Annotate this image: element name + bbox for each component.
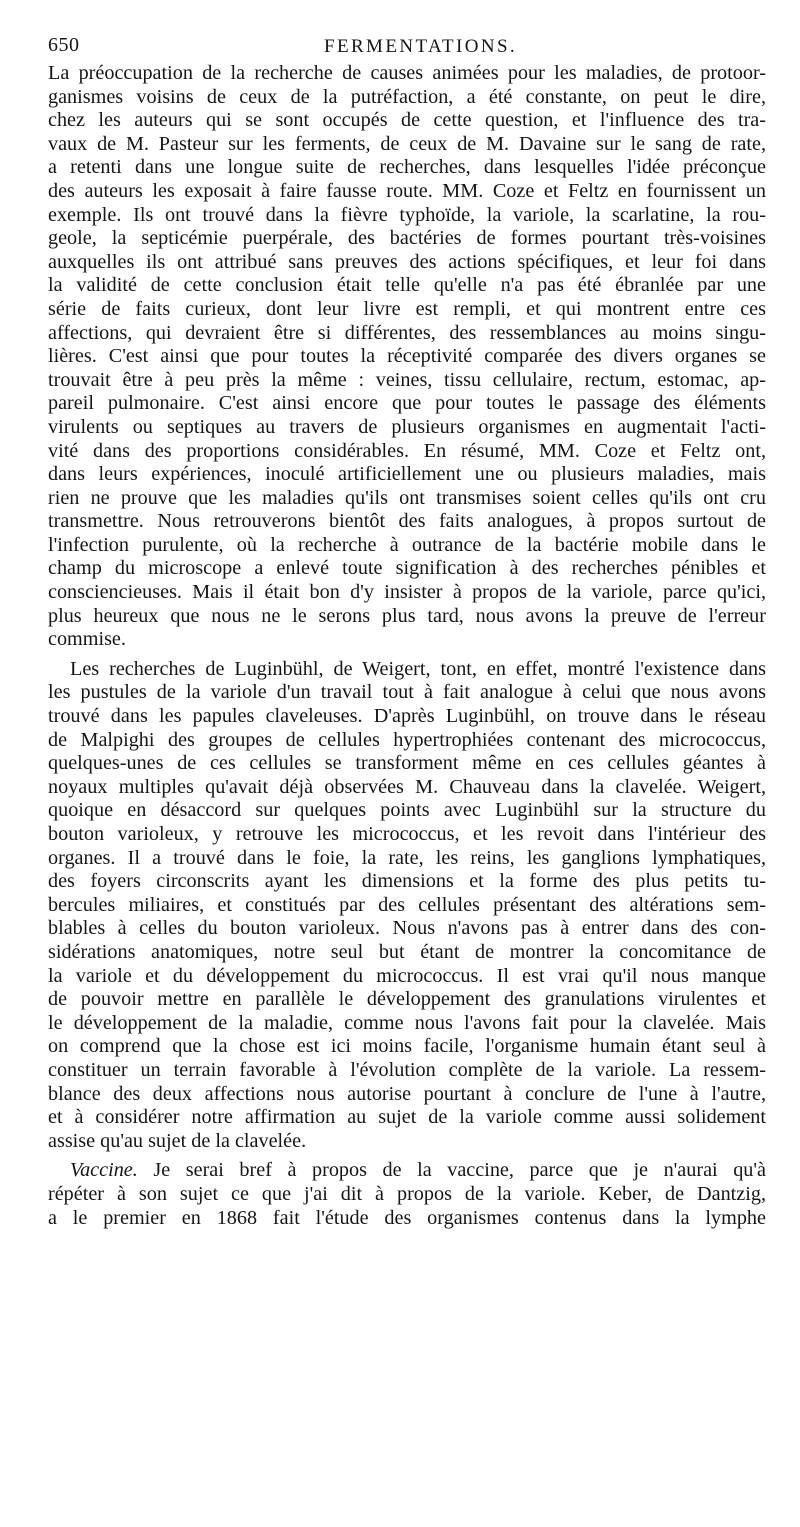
text-line [48, 1183, 766, 1207]
line-text: chez les auteurs qui se sont occupés de cette question, et l'influence des tra- [48, 109, 766, 132]
line-text: les pustules de la variole d'un travail tout à fait analogue à celui que nous avons [48, 681, 766, 704]
line-text: constituer un terrain favorable à l'évolution complète de la variole. La ressem- [48, 1058, 766, 1081]
section-lead: Vaccine. [70, 1159, 138, 1182]
line-text: le développement de la maladie, comme nous l'avons fait pour la clavelée. Mais [48, 1011, 766, 1034]
text-line [48, 870, 766, 894]
running-head: FERMENTATIONS. [324, 36, 518, 57]
text-line [48, 605, 766, 629]
text-line [48, 1159, 766, 1183]
text-line [48, 1207, 766, 1231]
line-text: de Malpighi des groupes de cellules hypertrophiées contenant des micrococcus, [48, 728, 766, 751]
line-text: commise. [48, 628, 126, 651]
line-text: bouton varioleux, y retrouve les micrococcus, et les revoit dans l'intérieur des [48, 823, 766, 845]
text-line [48, 227, 766, 251]
line-text: répéter à son sujet ce que j'ai dit à propos de la variole. Keber, de Dantzig, [48, 1182, 766, 1205]
line-text: Je serai bref à propos de la vaccine, parce que je n'aurai qu'à [137, 1159, 766, 1182]
line-text: affections, qui devraient être si différentes, des ressemblances au moins singu- [48, 321, 766, 344]
text-line [48, 1035, 766, 1059]
text-line [48, 322, 766, 346]
line-text: assise qu'au sujet de la clavelée. [48, 1129, 307, 1152]
text-line [48, 204, 766, 228]
line-text: vité dans des proportions considérables. En résumé, MM. Coze et Feltz ont, [48, 439, 766, 462]
line-text: lières. C'est ainsi que pour toutes la réceptivité comparée des divers organes se [48, 345, 766, 368]
line-text: vaux de M. Pasteur sur les ferments, de ceux de M. Davaine sur le sang de rate, [48, 132, 766, 155]
line-text: plus heureux que nous ne le serons plus tard, nous avons la preuve de l'erreur [48, 604, 766, 627]
text-line [48, 581, 766, 605]
text-line [48, 156, 766, 180]
page-number: 650 [48, 34, 80, 56]
line-text: pareil pulmonaire. C'est ainsi encore que pour toutes le passage des éléments [48, 392, 766, 415]
text-line [48, 1083, 766, 1107]
line-text: des auteurs les exposait à faire fausse route. MM. Coze et Feltz en fournissent un [48, 179, 766, 202]
line-text: des foyers circonscrits ayant les dimensions et la forme des plus petits tu- [48, 870, 766, 893]
line-text: quelques-unes de ces cellules se transforment même en ces cellules géantes à [48, 752, 766, 775]
text-line [48, 133, 766, 157]
line-text: organes. Il a trouvé dans le foie, la rate, les reins, les ganglions lymphatiques, [48, 846, 766, 869]
text-line [48, 1130, 766, 1154]
page-header [48, 26, 766, 62]
line-text: et à considérer notre affirmation au sujet de la variole comme aussi solidement [48, 1106, 766, 1129]
text-line [48, 416, 766, 440]
line-text: consciencieuses. Mais il était bon d'y insister à propos de la variole, parce qu'ici, [48, 581, 766, 604]
line-text: exemple. Ils ont trouvé dans la fièvre typhoïde, la variole, la scarlatine, la rou- [48, 203, 766, 226]
text-line [48, 729, 766, 753]
line-text: bercules miliaires, et constitués par des cellules présentant des altérations sem- [48, 893, 766, 916]
line-text: la validité de cette conclusion était telle qu'elle n'a pas été ébranlée par une [48, 274, 766, 297]
line-text: on comprend que la chose est ici moins facile, l'organisme humain étant seul à [48, 1035, 766, 1058]
text-line [48, 1059, 766, 1083]
line-text: trouvé dans les papules claveleuses. D'après Luginbühl, on trouve dans le réseau [48, 705, 766, 728]
text-line [48, 941, 766, 965]
text-line [48, 487, 766, 511]
body-text [48, 62, 766, 1230]
text-line [48, 681, 766, 705]
text-line [48, 251, 766, 275]
line-text: Les recherches de Luginbühl, de Weigert, tont, en effet, montré l'existence dans [70, 657, 766, 680]
text-line [48, 180, 766, 204]
text-line [48, 1106, 766, 1130]
line-text: quoique en désaccord sur quelques points avec Luginbühl sur la structure du [48, 799, 766, 822]
line-text: La préoccupation de la recherche de causes animées pour les maladies, de protoor- [48, 62, 766, 84]
text-line [48, 109, 766, 133]
text-line [48, 274, 766, 298]
line-text: l'infection purulente, où la recherche à outrance de la bactérie mobile dans le [48, 533, 766, 556]
paragraph [48, 62, 766, 652]
text-line [48, 86, 766, 110]
text-line [48, 705, 766, 729]
text-line [48, 392, 766, 416]
text-line [48, 345, 766, 369]
line-text: a retenti dans une longue suite de recherches, dans lesquelles l'idée préconçue [48, 156, 766, 179]
text-line [48, 847, 766, 871]
text-line [48, 823, 766, 847]
text-line [48, 965, 766, 989]
text-line [48, 463, 766, 487]
book-page [48, 26, 766, 1230]
text-line [48, 440, 766, 464]
paragraph [48, 1159, 766, 1230]
text-line [48, 510, 766, 534]
text-line [48, 557, 766, 581]
line-text: ganismes voisins de ceux de la putréfaction, a été constante, on peut le dire, [48, 85, 766, 108]
text-line [48, 628, 766, 652]
text-line [48, 776, 766, 800]
line-text: noyaux multiples qu'avait déjà observées M. Chauveau dans la clavelée. Weigert, [48, 775, 766, 798]
line-text: auxquelles ils ont attribué sans preuves des actions spécifiques, et leur foi dans [48, 250, 766, 273]
line-text: transmettre. Nous retrouverons bientôt des faits analogues, à propos surtout de [48, 510, 766, 533]
line-text: la variole et du développement du micrococcus. Il est vrai qu'il nous manque [48, 964, 766, 987]
line-text: de pouvoir mettre en parallèle le développement des granulations virulentes et [48, 988, 766, 1011]
text-line [48, 917, 766, 941]
text-line [48, 752, 766, 776]
line-text: geole, la septicémie puerpérale, des bactéries de formes pourtant très-voisines [48, 227, 766, 250]
line-text: rien ne prouve que les maladies qu'ils ont transmises soient celles qu'ils ont cru [48, 486, 766, 509]
line-text: trouvait être à peu près la même : veines, tissu cellulaire, rectum, estomac, ap- [48, 368, 766, 391]
text-line [48, 62, 766, 86]
text-line [48, 369, 766, 393]
line-text: a le premier en 1868 fait l'étude des organismes contenus dans la lymphe [48, 1206, 766, 1229]
line-text: série de faits curieux, dont leur livre est rempli, et qui montrent entre ces [48, 297, 766, 320]
text-line [48, 534, 766, 558]
paragraph [48, 658, 766, 1153]
line-text: dans leurs expériences, inoculé artificiellement une ou plusieurs maladies, mais [48, 463, 766, 486]
text-line [48, 988, 766, 1012]
text-line [48, 799, 766, 823]
line-text: virulents ou septiques au travers de plusieurs organismes en augmentait l'acti- [48, 415, 766, 438]
text-line [48, 1012, 766, 1036]
text-line [48, 658, 766, 682]
text-line [48, 894, 766, 918]
text-line [48, 298, 766, 322]
line-text: champ du microscope a enlevé toute signification à des recherches pénibles et [48, 557, 766, 580]
line-text: sidérations anatomiques, notre seul but étant de montrer la concomitance de [48, 940, 766, 963]
line-text: blables à celles du bouton varioleux. Nous n'avons pas à entrer dans des con- [48, 917, 766, 940]
line-text: blance des deux affections nous autorise pourtant à conclure de l'une à l'autre, [48, 1082, 766, 1105]
